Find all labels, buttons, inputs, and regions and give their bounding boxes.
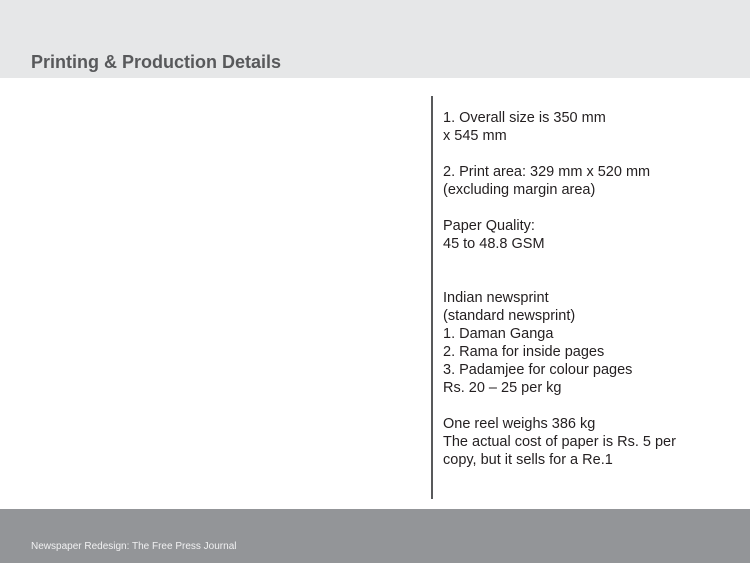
footer-caption: Newspaper Redesign: The Free Press Journal bbox=[31, 541, 237, 552]
newsprint-line: Indian newsprint bbox=[443, 290, 549, 306]
cost-line: One reel weighs 386 kg bbox=[443, 416, 596, 432]
newsprint-line: (standard newsprint) bbox=[443, 308, 576, 324]
details-column bbox=[443, 109, 743, 469]
cost-line: The actual cost of paper is Rs. 5 per bbox=[443, 434, 676, 450]
newsprint-price: Rs. 20 – 25 per kg bbox=[443, 380, 562, 396]
paper-quality-label: Paper Quality: bbox=[443, 218, 535, 234]
newsprint-line: 1. Daman Ganga bbox=[443, 326, 554, 342]
size-block bbox=[443, 109, 743, 145]
paper-quality-block bbox=[443, 217, 743, 253]
print-area-line-2: (excluding margin area) bbox=[443, 182, 596, 198]
size-line-2: x 545 mm bbox=[443, 128, 507, 144]
vertical-divider bbox=[431, 96, 433, 499]
paper-quality-value: 45 to 48.8 GSM bbox=[443, 236, 545, 252]
newsprint-block bbox=[443, 289, 743, 397]
cost-line: copy, but it sells for a Re.1 bbox=[443, 452, 613, 468]
size-line-1: 1. Overall size is 350 mm bbox=[443, 110, 606, 126]
spacer bbox=[443, 145, 743, 163]
newsprint-line: 2. Rama for inside pages bbox=[443, 344, 605, 360]
spacer bbox=[443, 397, 743, 415]
spacer bbox=[443, 199, 743, 217]
newsprint-line: 3. Padamjee for colour pages bbox=[443, 362, 633, 378]
footer-band bbox=[0, 509, 750, 563]
print-area-line-1: 2. Print area: 329 mm x 520 mm bbox=[443, 164, 651, 180]
print-area-block bbox=[443, 163, 743, 199]
cost-block bbox=[443, 415, 743, 469]
page-title: Printing & Production Details bbox=[31, 52, 282, 72]
header-band bbox=[0, 0, 750, 78]
spacer bbox=[443, 253, 743, 289]
